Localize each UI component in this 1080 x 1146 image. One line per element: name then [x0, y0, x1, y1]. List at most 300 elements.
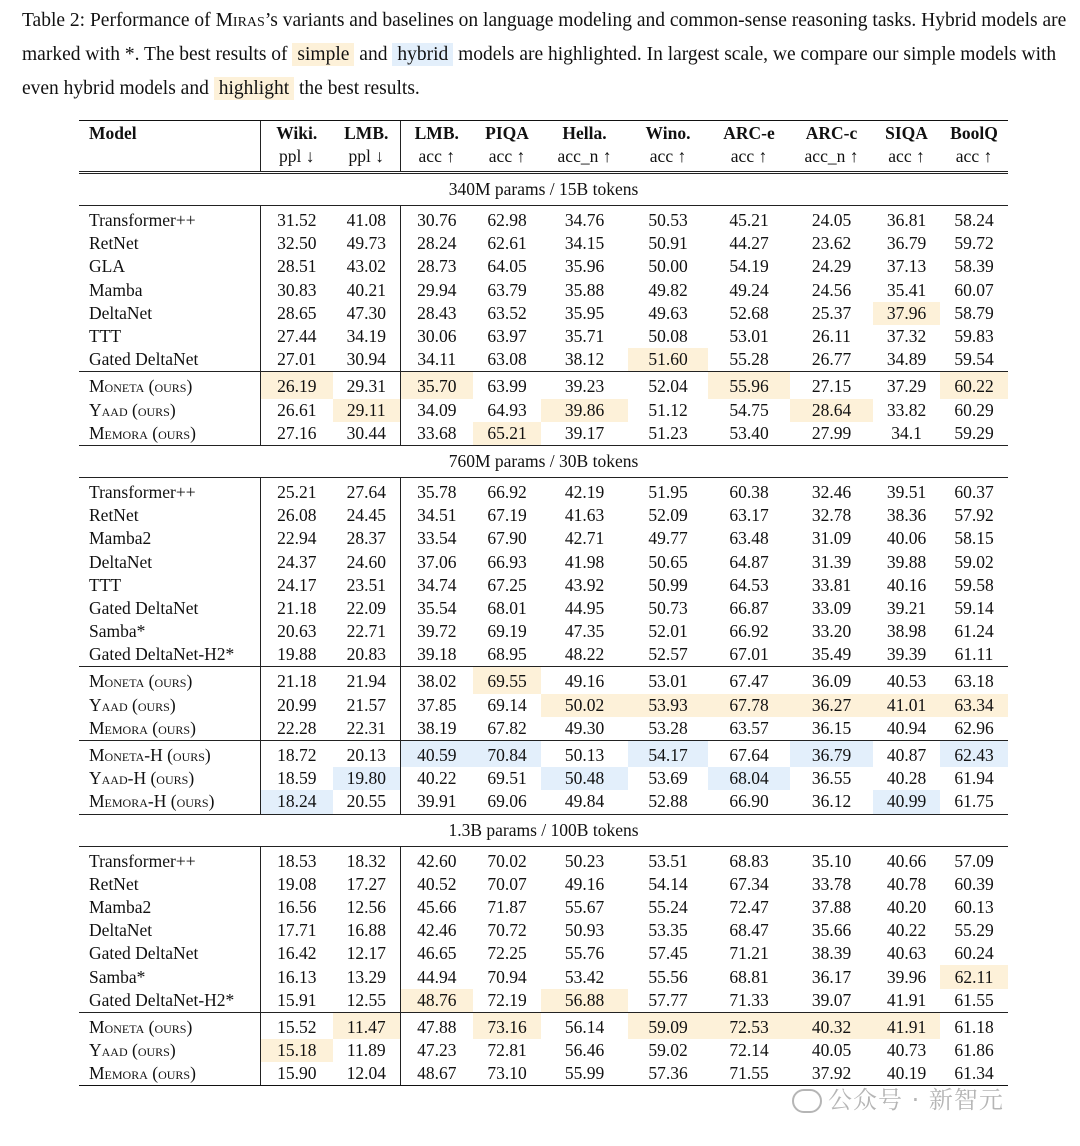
metric-value: 44.94: [400, 965, 473, 988]
metric-value: 49.63: [648, 302, 688, 323]
metric-value: 73.16: [473, 1012, 541, 1039]
metric-value: 62.43: [940, 740, 1008, 767]
table-row: [79, 767, 1008, 790]
metric-value: 39.72: [400, 620, 473, 643]
metric-value: 55.29: [954, 920, 994, 941]
metric-value: 33.20: [811, 621, 852, 642]
column-header-name: SIQA: [873, 121, 940, 146]
model-name: Mamba2: [89, 528, 152, 549]
section-header-row: [79, 445, 1008, 477]
metric-value: 30.06: [400, 325, 473, 348]
metric-value: 56.88: [541, 989, 628, 1013]
metric-value: 40.19: [873, 1062, 940, 1086]
metric-value: 30.44: [346, 422, 386, 443]
metric-value: 50.93: [564, 920, 605, 941]
metric-value: 57.77: [648, 989, 688, 1010]
model-name: Memora (ours): [79, 1062, 260, 1086]
model-name: RetNet: [89, 233, 139, 254]
metric-value: 52.88: [648, 791, 688, 812]
metric-value: 12.55: [346, 989, 386, 1010]
column-header-name: PIQA: [473, 121, 541, 146]
table-row: [79, 504, 1008, 527]
metric-value: 38.19: [400, 717, 473, 741]
metric-value: 27.16: [260, 422, 333, 446]
column-header-metric: ppl ↓: [260, 145, 333, 173]
table-row: [79, 620, 1008, 643]
model-name: Moneta-H (ours): [79, 740, 260, 767]
metric-value: 30.83: [260, 279, 333, 302]
metric-value: 55.76: [564, 943, 605, 964]
metric-value: 19.08: [260, 873, 333, 896]
metric-value: 60.38: [708, 477, 790, 504]
metric-value: 22.31: [346, 717, 386, 738]
column-header-metric: acc ↑: [649, 146, 687, 166]
metric-value: 30.76: [400, 206, 473, 233]
caption-simple-highlight: simple: [292, 43, 354, 66]
metric-value: 49.24: [729, 279, 769, 300]
metric-value: 72.53: [708, 1012, 790, 1039]
metric-value: 12.17: [346, 943, 386, 964]
metric-value: 18.53: [260, 846, 333, 873]
metric-value: 28.24: [400, 232, 473, 255]
model-column-header: Model: [79, 121, 260, 146]
metric-value: 67.47: [708, 667, 790, 694]
metric-value: 36.12: [811, 791, 852, 812]
model-name: Gated DeltaNet: [89, 597, 199, 618]
metric-value: 50.99: [648, 574, 688, 595]
metric-value: 37.06: [400, 550, 473, 573]
model-name: Memora-H (ours): [89, 791, 215, 812]
table-row: [79, 348, 1008, 372]
metric-value: 31.09: [811, 528, 852, 549]
metric-value: 50.23: [541, 846, 628, 873]
metric-value: 73.10: [473, 1062, 541, 1086]
metric-value: 40.32: [790, 1012, 873, 1039]
metric-value: 63.57: [729, 717, 769, 738]
metric-value: 41.63: [564, 505, 605, 526]
metric-value: 37.32: [886, 326, 927, 347]
column-header-metric: acc_n ↑: [557, 146, 612, 166]
metric-value: 36.15: [811, 717, 852, 738]
metric-value: 68.95: [487, 644, 527, 665]
model-name: Samba*: [89, 966, 146, 987]
metric-value: 68.83: [708, 846, 790, 873]
model-name: Yaad (ours): [89, 694, 176, 715]
metric-value: 16.56: [260, 896, 333, 919]
results-table-body: [79, 173, 1008, 1086]
metric-value: 15.18: [260, 1039, 333, 1062]
metric-value: 36.55: [811, 768, 852, 789]
metric-value: 63.34: [940, 694, 1008, 717]
metric-value: 68.04: [708, 767, 790, 790]
metric-value: 66.93: [487, 551, 527, 572]
model-name: Mamba2: [89, 896, 152, 917]
metric-value: 15.91: [260, 989, 333, 1013]
metric-value: 55.99: [541, 1062, 628, 1086]
metric-value: 52.57: [648, 644, 688, 665]
metric-value: 29.94: [400, 279, 473, 302]
metric-value: 27.01: [260, 348, 333, 372]
metric-value: 63.48: [729, 528, 769, 549]
model-name: Yaad (ours): [89, 399, 176, 420]
metric-value: 69.14: [487, 694, 527, 715]
metric-value: 55.56: [648, 966, 688, 987]
metric-value: 15.90: [260, 1062, 333, 1086]
metric-value: 52.09: [648, 505, 688, 526]
watermark-text: 公众号 · 新智元: [828, 1086, 1004, 1114]
metric-value: 40.87: [873, 740, 940, 767]
metric-value: 22.09: [346, 597, 386, 618]
metric-value: 59.54: [954, 349, 994, 370]
header-row-names: [79, 121, 1008, 146]
metric-value: 67.01: [729, 644, 769, 665]
metric-value: 70.02: [473, 846, 541, 873]
metric-value: 39.91: [400, 790, 473, 814]
section-title: 340M params / 15B tokens: [79, 173, 1008, 206]
metric-value: 63.97: [487, 326, 527, 347]
metric-value: 43.92: [564, 574, 605, 595]
metric-value: 40.22: [400, 767, 473, 790]
metric-value: 60.29: [954, 399, 994, 420]
metric-value: 71.33: [729, 989, 769, 1010]
model-name: TTT: [89, 574, 122, 595]
section-header-row: [79, 173, 1008, 206]
metric-value: 66.90: [729, 791, 769, 812]
metric-value: 62.61: [487, 233, 527, 254]
metric-value: 54.17: [628, 740, 708, 767]
metric-value: 44.27: [729, 233, 769, 254]
column-header-metric: acc ↑: [400, 145, 473, 173]
metric-value: 40.78: [886, 873, 927, 894]
metric-value: 27.44: [260, 325, 333, 348]
table-row: [79, 574, 1008, 597]
metric-value: 50.02: [541, 694, 628, 717]
metric-value: 32.46: [790, 477, 873, 504]
table-row: [79, 717, 1008, 741]
metric-value: 64.87: [729, 551, 769, 572]
metric-value: 26.61: [260, 399, 333, 422]
metric-value: 52.04: [628, 372, 708, 399]
metric-value: 69.06: [487, 791, 527, 812]
metric-value: 40.73: [886, 1040, 927, 1061]
metric-value: 53.42: [564, 966, 605, 987]
metric-value: 37.88: [811, 896, 852, 917]
metric-value: 40.06: [886, 528, 927, 549]
metric-value: 57.09: [940, 846, 1008, 873]
caption-hybrid-highlight: hybrid: [392, 43, 453, 66]
metric-value: 47.88: [400, 1012, 473, 1039]
metric-value: 66.92: [473, 477, 541, 504]
metric-value: 27.99: [811, 422, 852, 443]
metric-value: 28.51: [260, 255, 333, 278]
metric-value: 62.11: [940, 965, 1008, 988]
metric-value: 37.13: [886, 256, 927, 277]
table-row: [79, 206, 1008, 233]
metric-value: 19.88: [260, 643, 333, 667]
metric-value: 39.51: [873, 477, 940, 504]
metric-value: 40.52: [400, 873, 473, 896]
metric-value: 61.86: [954, 1040, 994, 1061]
metric-value: 55.67: [564, 896, 605, 917]
metric-value: 11.89: [346, 1040, 386, 1061]
metric-value: 69.55: [473, 667, 541, 694]
metric-value: 63.99: [473, 372, 541, 399]
metric-value: 15.52: [260, 1012, 333, 1039]
metric-value: 40.21: [346, 279, 386, 300]
metric-value: 47.35: [564, 621, 605, 642]
metric-value: 33.82: [886, 399, 927, 420]
metric-value: 34.19: [346, 326, 386, 347]
metric-value: 71.21: [729, 943, 769, 964]
metric-value: 27.15: [790, 372, 873, 399]
wechat-icon: [792, 1089, 822, 1113]
model-name: DeltaNet: [89, 920, 153, 941]
metric-value: 24.37: [260, 550, 333, 573]
model-name: Moneta (ours): [79, 667, 260, 694]
metric-value: 49.16: [541, 667, 628, 694]
metric-value: 39.17: [564, 422, 605, 443]
metric-value: 61.11: [954, 644, 994, 665]
metric-value: 59.02: [954, 551, 994, 572]
metric-value: 37.29: [873, 372, 940, 399]
metric-value: 51.12: [648, 399, 688, 420]
model-name: Gated DeltaNet: [89, 349, 199, 370]
metric-value: 38.98: [886, 621, 927, 642]
metric-value: 72.81: [487, 1040, 527, 1061]
metric-value: 26.19: [260, 372, 333, 399]
table-caption: [22, 4, 1067, 106]
table-row: [79, 477, 1008, 504]
metric-value: 34.76: [541, 206, 628, 233]
model-name: Memora (ours): [89, 717, 196, 738]
metric-value: 34.1: [891, 422, 922, 443]
table-row: [79, 527, 1008, 550]
metric-value: 63.18: [940, 667, 1008, 694]
metric-value: 52.01: [648, 621, 688, 642]
metric-value: 21.94: [333, 667, 400, 694]
metric-value: 18.32: [333, 846, 400, 873]
metric-value: 39.21: [886, 597, 927, 618]
column-header-name: BoolQ: [940, 121, 1008, 146]
metric-value: 57.92: [954, 505, 994, 526]
metric-value: 59.09: [628, 1012, 708, 1039]
metric-value: 58.79: [954, 302, 994, 323]
metric-value: 67.34: [729, 873, 769, 894]
metric-value: 36.09: [790, 667, 873, 694]
metric-value: 68.81: [729, 966, 769, 987]
model-name: Samba*: [89, 621, 146, 642]
table-row: [79, 255, 1008, 278]
metric-value: 53.01: [628, 667, 708, 694]
metric-value: 49.16: [564, 873, 605, 894]
metric-value: 27.64: [333, 477, 400, 504]
metric-value: 67.78: [708, 694, 790, 717]
metric-value: 60.13: [954, 896, 994, 917]
metric-value: 50.00: [648, 256, 688, 277]
metric-value: 16.13: [260, 965, 333, 988]
metric-value: 40.05: [811, 1040, 852, 1061]
metric-value: 61.94: [954, 768, 994, 789]
metric-value: 67.19: [487, 505, 527, 526]
metric-value: 40.59: [400, 740, 473, 767]
metric-value: 20.55: [346, 791, 386, 812]
metric-value: 35.88: [564, 279, 605, 300]
metric-value: 36.79: [790, 740, 873, 767]
metric-value: 57.36: [628, 1062, 708, 1086]
caption-text: ’s variants and baselines on language modeling and common-sense reasoning tasks. Hybrid models are marked with *. The best results of: [22, 10, 1067, 65]
caption-highlight-word: highlight: [214, 77, 294, 100]
metric-value: 40.53: [873, 667, 940, 694]
model-name: Gated DeltaNet-H2*: [89, 644, 235, 665]
column-header-metric: acc ↑: [955, 146, 993, 166]
metric-value: 29.11: [333, 399, 400, 422]
metric-value: 35.96: [564, 256, 605, 277]
metric-value: 66.92: [729, 621, 769, 642]
column-header-metric: ppl ↓: [348, 146, 384, 166]
metric-value: 40.28: [886, 768, 927, 789]
metric-value: 72.14: [729, 1040, 769, 1061]
model-name: Transformer++: [79, 477, 260, 504]
metric-value: 26.77: [811, 349, 852, 370]
metric-value: 67.64: [708, 740, 790, 767]
metric-value: 67.90: [487, 528, 527, 549]
table-row: [79, 302, 1008, 325]
model-name: RetNet: [89, 873, 139, 894]
caption-miras: Miras: [215, 10, 265, 31]
model-name: Transformer++: [79, 206, 260, 233]
metric-value: 43.02: [346, 256, 386, 277]
metric-value: 63.08: [487, 349, 527, 370]
column-header-metric: acc_n ↑: [804, 146, 859, 166]
metric-value: 53.35: [648, 920, 688, 941]
metric-value: 39.86: [541, 399, 628, 422]
column-header-metric: acc ↑: [730, 146, 768, 166]
metric-value: 16.88: [346, 920, 386, 941]
metric-value: 33.09: [811, 597, 852, 618]
metric-value: 59.29: [954, 422, 994, 443]
metric-value: 49.73: [346, 233, 386, 254]
metric-value: 48.67: [400, 1062, 473, 1086]
header-row-metrics: [79, 145, 1008, 173]
metric-value: 55.28: [729, 349, 769, 370]
metric-value: 18.72: [260, 740, 333, 767]
table-row: [79, 325, 1008, 348]
metric-value: 39.18: [400, 643, 473, 667]
table-row: [79, 1012, 1008, 1039]
metric-value: 25.37: [811, 302, 852, 323]
metric-value: 70.94: [487, 966, 527, 987]
table-row: [79, 896, 1008, 919]
metric-value: 21.57: [346, 694, 386, 715]
table-row: [79, 846, 1008, 873]
metric-value: 63.52: [487, 302, 527, 323]
metric-value: 62.96: [954, 717, 994, 738]
metric-value: 28.43: [400, 302, 473, 325]
metric-value: 71.87: [487, 896, 527, 917]
metric-value: 39.39: [886, 644, 927, 665]
metric-value: 70.84: [473, 740, 541, 767]
metric-value: 52.68: [729, 302, 769, 323]
metric-value: 23.62: [811, 233, 852, 254]
metric-value: 39.07: [811, 989, 852, 1010]
metric-value: 42.60: [400, 846, 473, 873]
metric-value: 60.39: [954, 873, 994, 894]
metric-value: 53.01: [729, 326, 769, 347]
metric-value: 39.23: [541, 372, 628, 399]
model-name: GLA: [89, 256, 125, 277]
metric-value: 60.22: [940, 372, 1008, 399]
metric-value: 35.49: [811, 644, 852, 665]
metric-value: 42.71: [564, 528, 605, 549]
metric-value: 59.02: [648, 1040, 688, 1061]
metric-value: 37.85: [400, 694, 473, 717]
model-name: Yaad (ours): [89, 1040, 176, 1061]
metric-value: 69.19: [487, 621, 527, 642]
metric-value: 69.51: [487, 768, 527, 789]
metric-value: 22.28: [260, 717, 333, 741]
metric-value: 36.79: [886, 233, 927, 254]
model-name: Yaad-H (ours): [89, 768, 195, 789]
metric-value: 24.56: [811, 279, 852, 300]
metric-value: 58.24: [940, 206, 1008, 233]
table-row: [79, 965, 1008, 988]
metric-value: 12.56: [346, 896, 386, 917]
metric-value: 59.58: [954, 574, 994, 595]
table-row: [79, 597, 1008, 620]
metric-value: 34.09: [400, 399, 473, 422]
metric-value: 61.55: [954, 989, 994, 1010]
column-header-metric: acc ↑: [488, 146, 526, 166]
metric-value: 39.88: [886, 551, 927, 572]
metric-value: 59.14: [954, 597, 994, 618]
metric-value: 54.19: [729, 256, 769, 277]
metric-value: 35.54: [400, 597, 473, 620]
table-row: [79, 1039, 1008, 1062]
metric-value: 53.51: [628, 846, 708, 873]
metric-value: 60.24: [954, 943, 994, 964]
caption-text: the best results.: [294, 78, 420, 99]
metric-value: 32.50: [260, 232, 333, 255]
metric-value: 62.98: [473, 206, 541, 233]
column-header-name: LMB.: [333, 121, 400, 146]
table-row: [79, 643, 1008, 667]
metric-value: 66.87: [729, 597, 769, 618]
metric-value: 38.36: [886, 505, 927, 526]
metric-value: 40.66: [873, 846, 940, 873]
metric-value: 54.14: [648, 873, 688, 894]
model-name: DeltaNet: [89, 551, 153, 572]
metric-value: 41.08: [333, 206, 400, 233]
metric-value: 35.41: [886, 279, 927, 300]
metric-value: 51.95: [628, 477, 708, 504]
metric-value: 68.01: [487, 597, 527, 618]
model-name: Moneta (ours): [79, 1012, 260, 1039]
metric-value: 50.08: [648, 326, 688, 347]
model-column-header-blank: [79, 145, 260, 173]
metric-value: 34.89: [886, 349, 927, 370]
metric-value: 53.28: [648, 717, 688, 738]
column-header-name: Wiki.: [260, 121, 333, 146]
metric-value: 60.07: [954, 279, 994, 300]
metric-value: 40.63: [886, 943, 927, 964]
metric-value: 26.11: [812, 326, 851, 347]
metric-value: 17.71: [260, 919, 333, 942]
metric-value: 46.65: [400, 942, 473, 965]
metric-value: 38.02: [400, 667, 473, 694]
metric-value: 53.93: [628, 694, 708, 717]
section-header-row: [79, 814, 1008, 846]
metric-value: 61.24: [954, 621, 994, 642]
